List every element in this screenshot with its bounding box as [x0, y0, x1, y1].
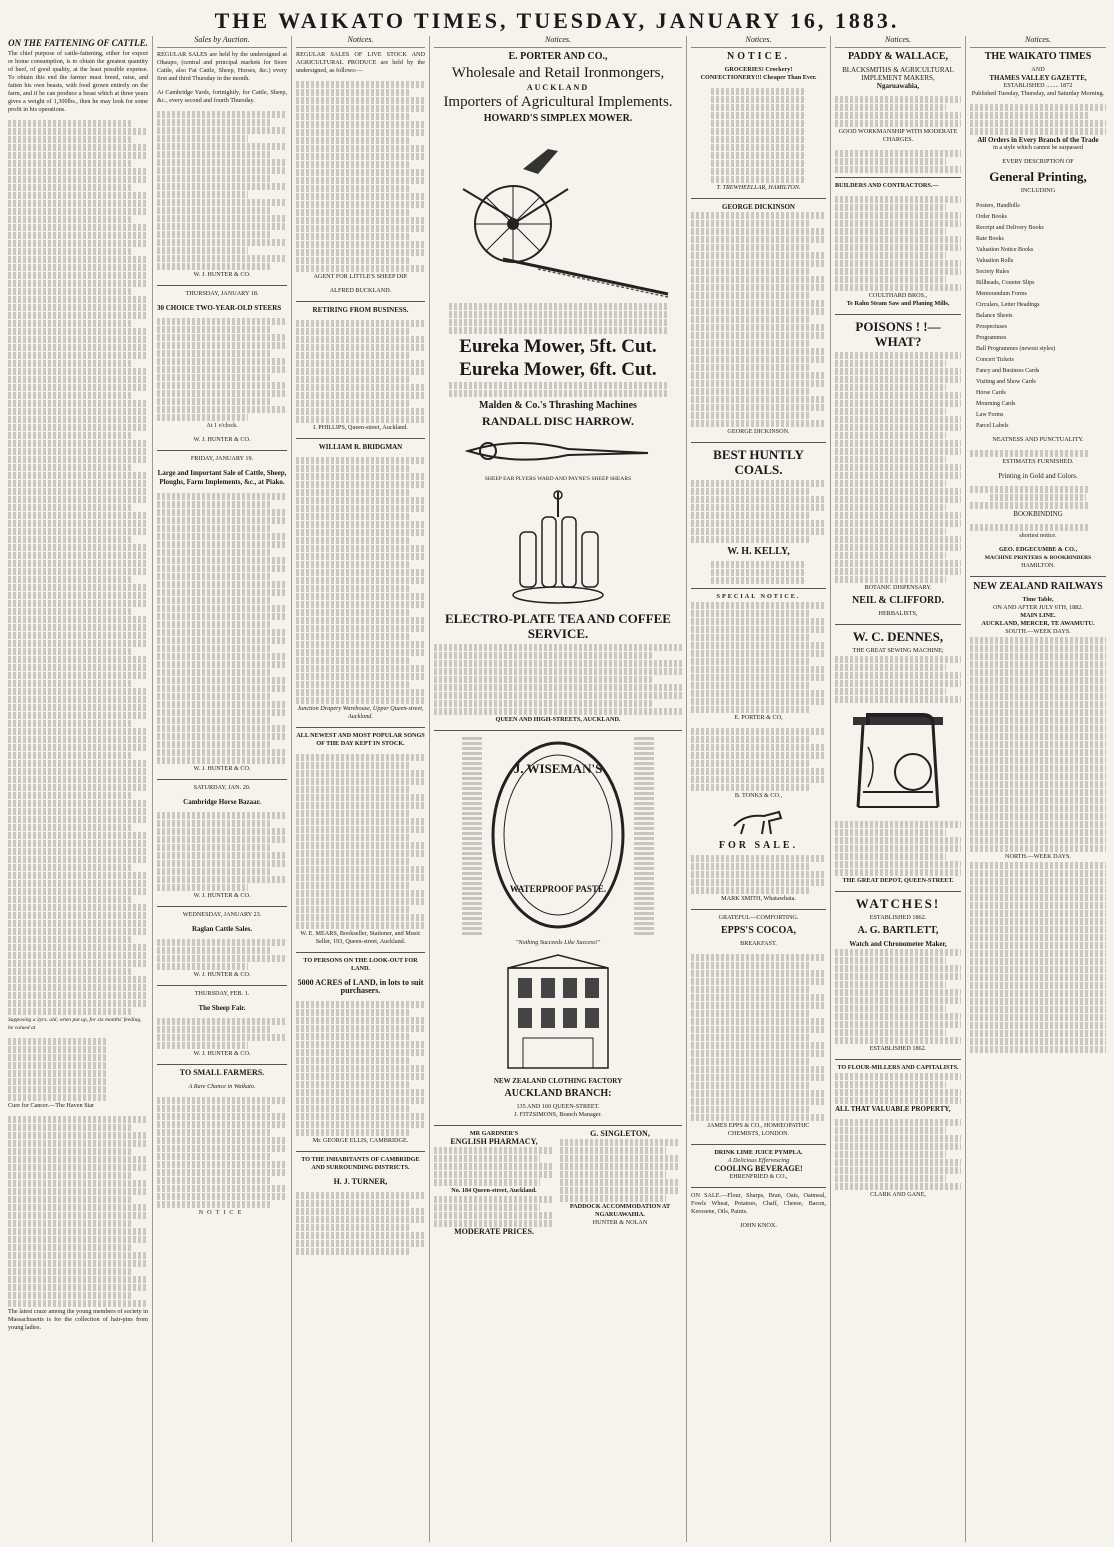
- printing-list-item: Posters, Handbills: [976, 203, 1020, 209]
- turner-details: [296, 1192, 425, 1255]
- sale-date-2: FRIDAY, JANUARY 19.: [190, 455, 254, 462]
- shears-heading: SHEEP EAR PLYERS WARD AND PAYNE'S SHEEP SHEARS: [484, 476, 632, 482]
- mark-smith: MARK SMITH, Whatawhata.: [721, 895, 796, 902]
- botanic: BOTANIC DISPENSARY.: [864, 584, 932, 591]
- nothing-succeeds: "Nothing Succeeds Like Success!": [515, 939, 601, 946]
- mears-sig: W. E. MEARS, Bookseller, Stationer, and Music Seller, 193, Queen-street, Auckland.: [300, 930, 421, 945]
- tea-service-illustration: [498, 487, 618, 607]
- great-depot: THE GREAT DEPOT, QUEEN-STREET.: [842, 877, 954, 884]
- printing-list-item: Valuation Rolls: [976, 258, 1014, 264]
- songs-details: [296, 754, 425, 929]
- auctioneer-name-5: W. J. HUNTER & CO.: [193, 971, 251, 978]
- moderate-prices: MODERATE PRICES.: [454, 1227, 534, 1236]
- builders-details: [835, 196, 961, 291]
- ellis-sig: Mr. GEORGE ELLIS, CAMBRIDGE.: [312, 1137, 409, 1144]
- and-label: AND: [1031, 66, 1045, 73]
- article-heading: ON THE FATTENING OF CATTLE.: [8, 38, 148, 48]
- column-heading: Notices.: [970, 36, 1106, 48]
- flour-details: [835, 1073, 961, 1104]
- proprietors-text: [970, 104, 1106, 135]
- cost-table: [8, 1038, 148, 1101]
- wiseman-name: J. WISEMAN'S: [513, 761, 603, 776]
- phillips-sig: I. PHILLIPS, Queen-street, Auckland.: [313, 424, 408, 431]
- printing-list-item: Visiting and Show Cards: [976, 379, 1036, 385]
- george-dickinson: GEORGE DICKINSON: [722, 203, 795, 211]
- large-sale-heading: Large and Important Sale of Cattle, Sheep, Ploughs, Farm Implements, &c., at Piako.: [157, 469, 287, 486]
- ehrenfried: EHRENFRIED & CO.,: [729, 1173, 788, 1180]
- notice-heading: NOTICE.: [727, 51, 790, 62]
- electro-plate: ELECTRO-PLATE TEA AND COFFEE SERVICE.: [445, 611, 671, 641]
- fair-details: [157, 1018, 287, 1049]
- auctioneer-name-2: W. J. HUNTER & CO.: [193, 436, 251, 443]
- for-sale-details: [691, 855, 826, 894]
- cancer-body: [8, 1116, 148, 1307]
- poisons: POISONS ! !—WHAT?: [855, 319, 941, 349]
- herbalists: HERBALISTS,: [878, 610, 918, 617]
- effervescing: A Delicious Effervescing: [727, 1157, 790, 1164]
- breakfast: BREAKFAST.: [740, 940, 777, 947]
- bottom-adverts: [434, 1130, 682, 1236]
- printing-list-item: Programmes: [976, 335, 1007, 341]
- singleton-name: G. SINGLETON,: [590, 1129, 650, 1138]
- printing-list-item: Balance Sheets: [976, 313, 1013, 319]
- builders-heading: BUILDERS AND CONTRACTORS.—: [835, 182, 939, 189]
- neatness: NEATNESS AND PUNCTUALITY.: [992, 436, 1084, 443]
- piako-details: [157, 493, 287, 764]
- neil-clifford: NEIL & CLIFFORD.: [852, 595, 944, 606]
- turner-name: H. J. TURNER,: [333, 1177, 388, 1186]
- dennes: W. C. DENNES,: [852, 629, 944, 644]
- auctioneer-name: W. J. HUNTER & CO.: [193, 271, 251, 278]
- bridgman-details: [296, 457, 425, 704]
- machine-details: [835, 821, 961, 876]
- for-sale: FOR SALE.: [718, 840, 799, 851]
- latest-craze: The latest craze among the young members of society in Massachusetts is for the collection of hair-pins from young ladies.: [8, 1308, 148, 1331]
- wiseman-advert: [434, 735, 682, 935]
- epps-cocoa: EPPS'S COCOA,: [720, 925, 796, 936]
- stock-list-1: [157, 318, 287, 421]
- sale-date-3: SATURDAY, JAN. 20.: [193, 784, 251, 791]
- persons-land: TO PERSONS ON THE LOOK-OUT FOR LAND.: [303, 957, 418, 972]
- mower-list: [434, 303, 682, 334]
- pharmacy-details-2: [434, 1196, 554, 1227]
- malden-heading: Malden & Co.'s Thrashing Machines: [479, 400, 637, 411]
- columns: [4, 36, 1110, 1542]
- bookbinding-desc: [970, 524, 1106, 531]
- column-heading: Notices.: [691, 36, 826, 48]
- auctioneer-name-4: W. J. HUNTER & CO.: [193, 892, 251, 899]
- trewheellar: T. TREWHEELLAR, HAMILTON.: [716, 184, 801, 191]
- printing-list-item: Ball Programmes (newest styles): [976, 346, 1056, 352]
- regular-sales: REGULAR SALES are held by the undersigned at Ohaupo, (central and principal markets for Store Cattle, also Fat Cattle, Sheep, Horses, &c.) every first and third Thursday in the month.: [157, 51, 287, 82]
- established-1862-b: ESTABLISHED 1862.: [869, 1045, 927, 1052]
- waterproof-paste: WATERPROOF PASTE.: [509, 884, 607, 894]
- porter-co: E. PORTER & CO,: [734, 714, 783, 721]
- sale-date-1: THURSDAY, JANUARY 18.: [185, 290, 259, 297]
- column-5: [686, 36, 830, 1542]
- sale-date-5: THURSDAY, FEB. 1.: [194, 990, 250, 997]
- printing-list: [970, 201, 1106, 432]
- printing-list-item: Parcel Labels: [976, 423, 1009, 429]
- work-executed: [970, 450, 1106, 457]
- printing-list-item: Circulars, Letter Headings: [976, 302, 1040, 308]
- fitzsimons: J. FITZSIMONS, Branch Manager.: [514, 1111, 602, 1118]
- confectionery: CONFECTIONERY!!! Cheaper Than Ever.: [700, 74, 817, 81]
- auctioneer-name-6: W. J. HUNTER & CO.: [193, 1050, 251, 1057]
- column-heading: Notices.: [296, 36, 425, 48]
- special-details: [691, 602, 826, 713]
- special-notice: SPECIAL NOTICE.: [716, 593, 801, 600]
- coulthard: COULTHARD BROS.,: [868, 292, 928, 299]
- at-oclock-1: At 1 o'clock.: [206, 422, 238, 429]
- wiseman-oval: [488, 735, 628, 935]
- factory-label: NEW ZEALAND CLOTHING FACTORY: [493, 1077, 623, 1085]
- article-body: [8, 120, 148, 1015]
- waikato-times: THE WAIKATO TIMES: [984, 51, 1092, 62]
- mower-heading: HOWARD'S SIMPLEX MOWER.: [483, 113, 633, 124]
- grateful: GRATEFUL—COMFORTING.: [718, 914, 799, 921]
- thames-gazette: THAMES VALLEY GAZETTE,: [989, 74, 1087, 82]
- all-valuable: ALL THAT VALUABLE PROPERTY,: [835, 1105, 951, 1113]
- bridgman-heading: WILLIAM R. BRIDGMAN: [318, 443, 403, 451]
- established-1872: ESTABLISHED ........ 1872: [1003, 82, 1073, 89]
- bazaar-details: [157, 812, 287, 891]
- main-line: MAIN LINE.: [1020, 612, 1056, 619]
- edgecumbe: GEO. EDGECUMBE & CO.,: [998, 546, 1078, 553]
- printing-list-item: Order Books: [976, 214, 1007, 220]
- bartlett: A. G. BARTLETT,: [857, 925, 939, 936]
- choice-steers: 30 CHOICE TWO-YEAR-OLD STEERS: [157, 304, 282, 312]
- eureka-5ft: Eureka Mower, 5ft. Cut.: [459, 336, 657, 357]
- south-week: SOUTH.—WEEK DAYS.: [1005, 628, 1071, 635]
- porter-heading: E. PORTER AND CO.,: [508, 51, 608, 62]
- time-table: Time Table,: [1022, 596, 1054, 603]
- nz-railways: NEW ZEALAND RAILWAYS: [973, 581, 1103, 592]
- retiring-heading: RETIRING FROM BUSINESS.: [312, 306, 409, 314]
- junction-drapery: Junction Drapery Warehouse, Upper Queen-street, Auckland.: [297, 705, 424, 720]
- pharmacy-details: [434, 1147, 554, 1186]
- groceries: GROCERIES! Crockery!: [724, 66, 793, 73]
- sale-date-4: WEDNESDAY, JANUARY 23.: [182, 911, 262, 918]
- cooling-beverage: COOLING BEVERAGE!: [714, 1164, 803, 1173]
- estimates: ESTIMATES FURNISHED.: [1002, 458, 1074, 465]
- column-heading: Notices.: [434, 36, 682, 48]
- printing-list-item: Prospectuses: [976, 324, 1007, 330]
- watch-details: [835, 949, 961, 1044]
- sheep-dip-agent: AGENT FOR LITTLE'S SHEEP DIP.: [313, 273, 408, 280]
- printing-list-item: Law Forms: [976, 412, 1004, 418]
- small-farmers: TO SMALL FARMERS.: [179, 1068, 265, 1077]
- sales-details: [157, 111, 287, 270]
- wiseman-side-text: [462, 735, 482, 935]
- printing-list-item: Valuation Notice Books: [976, 247, 1034, 253]
- property-details: [835, 1119, 961, 1190]
- column-6: [830, 36, 965, 1542]
- printing-list-item: Concert Tickets: [976, 357, 1014, 363]
- horse-bazaar: Cambridge Horse Bazaar.: [183, 798, 261, 806]
- article-intro: The chief purpose of cattle-fattening, either for export or home consumption, is to obtain the greatest quantity of beef, of good quality, at the least possible expense. To obtain this end the farmer must breed, raise, and fatten his own beasts, with food grown entirely on the farm, and if he can produce a beast which at three years gives a weight of 1,300lbs., then he may look for some profit in his operations.: [8, 50, 148, 113]
- eureka-6ft: Eureka Mower, 6ft. Cut.: [459, 359, 657, 380]
- no-184: No. 184 Queen-street, Auckland.: [451, 1187, 537, 1194]
- masthead-title: THE WAIKATO TIMES, TUESDAY, JANUARY 16, 1883.: [214, 8, 900, 33]
- watches: WATCHES!: [855, 896, 941, 911]
- shortest-notice: shortest notice.: [1019, 532, 1057, 539]
- auckland-label: AUCKLAND: [526, 83, 590, 92]
- branch-address: 135 AND 160 QUEEN-STREET.: [516, 1103, 600, 1110]
- on-and-after: ON AND AFTER JULY 6TH, 1882.: [992, 604, 1084, 611]
- alfred-buckland: ALFRED BUCKLAND.: [329, 287, 392, 294]
- singleton-details: [560, 1139, 680, 1202]
- printing-list-item: Mourning Cards: [976, 401, 1016, 407]
- post-orders: [970, 486, 1106, 509]
- table-heading: Supposing a 3yrs. old, when put up, for six months' feeding, he valued at: [8, 1017, 142, 1031]
- north-week: NORTH.—WEEK DAYS.: [1005, 853, 1071, 860]
- including: INCLUDING: [1020, 187, 1056, 194]
- watchmaker: Watch and Chronometer Maker,: [849, 940, 947, 948]
- paddock-heading: PADDOCK ACCOMMODATION AT NGARUAWAHIA.: [569, 1203, 671, 1218]
- rare-chance: A Rare Chance in Waikato.: [188, 1083, 256, 1090]
- tonks-sig: B. TONKS & CO.,: [734, 792, 783, 799]
- gardner-name: MR GARDNER'S: [469, 1130, 519, 1137]
- ngaruawahia: Ngaruawahia,: [876, 82, 920, 90]
- pharmacy-advert: [434, 1130, 554, 1236]
- column-heading: Notices.: [835, 36, 961, 48]
- sewing-machine: THE GREAT SEWING MACHINE;: [852, 647, 944, 654]
- all-orders: All Orders in Every Branch of the Trade: [977, 136, 1099, 144]
- queen-high-streets: QUEEN AND HIGH-STREETS, AUCKLAND.: [495, 716, 621, 723]
- auckland-branch: AUCKLAND BRANCH:: [504, 1088, 612, 1099]
- farmers-details: [157, 1097, 287, 1208]
- drink-lime: DRINK LIME JUICE PYMPLA.: [714, 1149, 803, 1156]
- north-timetable: [970, 862, 1106, 1053]
- clark-gane: CLARK AND GANE,: [870, 1191, 926, 1198]
- grocery-details: [691, 88, 826, 183]
- horse-illustration: [729, 806, 789, 836]
- printing-list-item: Billheads, Counter Slips: [976, 280, 1035, 286]
- paddy-wallace: PADDY & WALLACE,: [847, 51, 949, 62]
- column-3: [291, 36, 429, 1542]
- dickinson-details: [691, 212, 826, 427]
- bookbinding: BOOKBINDING: [1013, 510, 1063, 518]
- auckland-mercer: AUCKLAND, MERCER, TE AWAMUTU.: [981, 620, 1095, 627]
- column-1: [4, 36, 152, 1542]
- printing-list-item: Society Rules: [976, 269, 1010, 275]
- cambridge-yards: At Cambridge Yards, fortnightly, for Cattle, Sheep, &c., every second and fourth Thursday.: [157, 89, 287, 104]
- te-rahu: Te Rahu Steam Saw and Planing Mills,: [846, 300, 950, 307]
- factory-illustration: [503, 953, 613, 1073]
- general-printing: General Printing,: [989, 169, 1087, 184]
- raglan-sales: Raglan Cattle Sales.: [191, 925, 253, 933]
- songs-heading: ALL NEWEST AND MOST POPULAR SONGS OF THE DAY KEPT IN STOCK.: [296, 732, 425, 747]
- published: Published Tuesday, Thursday, and Saturday Morning.: [971, 90, 1105, 97]
- randall-harrow: RANDALL DISC HARROW.: [482, 414, 634, 428]
- sheep-fair: The Sheep Fair.: [198, 1004, 246, 1012]
- coal-details: [691, 480, 826, 543]
- land-details: [296, 1001, 425, 1136]
- printing-list-item: Rate Books: [976, 236, 1004, 242]
- john-knox: JOHN KNOX.: [740, 1222, 777, 1229]
- flour-millers: TO FLOUR-MILLERS AND CAPITALISTS.: [837, 1064, 959, 1071]
- on-sale: ON SALE.—Flour, Sharps, Bran, Oats, Oatmeal, Fowls Wheat, Potatoes, Chaff, Cheese, Bacon, Kerosene, Oils, Paints.: [691, 1192, 826, 1215]
- inhabitants-heading: TO THE INHABITANTS OF CAMBRIDGE AND SURROUNDING DISTRICTS.: [301, 1156, 420, 1171]
- raglan-details: [157, 939, 287, 970]
- printing-colors: Printing in Gold and Colors.: [998, 472, 1078, 480]
- dickinson-sig: GEORGE DICKINSON.: [727, 428, 790, 435]
- paddy-details: [835, 96, 961, 127]
- every-description: EVERY DESCRIPTION OF: [1002, 158, 1074, 165]
- best-huntly: BEST HUNTLY COALS.: [713, 447, 804, 477]
- regular-live-stock: REGULAR SALES OF LIVE STOCK AND AGRICULTURAL PRODUCE are held by the undersigned, as follows:—: [296, 51, 425, 74]
- hunter-nolan: HUNTER & NOLAN: [592, 1219, 648, 1226]
- mower-illustration: [443, 129, 673, 299]
- column-7: [965, 36, 1110, 1542]
- electro-details: [434, 644, 682, 715]
- epps-details: [691, 954, 826, 1121]
- sewing-machine-illustration: [843, 707, 953, 817]
- english-pharmacy: ENGLISH PHARMACY,: [450, 1137, 538, 1146]
- cancer-heading: Cure for Cancer.—The Haven Star: [8, 1102, 95, 1109]
- printing-list-item: Memorandum Forms: [976, 291, 1027, 297]
- style-text: in a style which cannot be surpassed: [992, 144, 1084, 151]
- column-2: [152, 36, 291, 1542]
- singleton-advert: [560, 1130, 680, 1236]
- south-timetable: [970, 637, 1106, 852]
- printing-list-item: Fancy and Business Cards: [976, 368, 1040, 374]
- rakes-list: [434, 382, 682, 397]
- good-workmanship: GOOD WORKMANSHIP WITH MODERATE CHARGES.: [838, 128, 958, 143]
- sewing-details: [835, 656, 961, 703]
- hamilton: HAMILTON.: [1021, 562, 1055, 569]
- kelly-details: [691, 561, 826, 584]
- kelly-name: W. H. KELLY,: [727, 546, 790, 557]
- auctioneer-name-3: W. J. HUNTER & CO.: [193, 765, 251, 772]
- wiseman-side-text-2: [634, 735, 654, 935]
- column-heading: Sales by Auction.: [157, 36, 287, 48]
- epps-address: JAMES EPPS & CO., HOMŒOPATHIC CHEMISTS, LONDON.: [707, 1122, 810, 1137]
- acres-heading: 5000 ACRES of LAND, in lots to suit purchasers.: [297, 978, 424, 995]
- printing-list-item: Receipt and Delivery Books: [976, 225, 1044, 231]
- retiring-details: [296, 320, 425, 423]
- machine-printers: MACHINE PRINTERS & BOOKBINDERS: [984, 555, 1092, 561]
- paddy-details-2: [835, 150, 961, 173]
- importers-heading: Importers of Agricultural Implements.: [443, 94, 673, 110]
- wholesale-heading: Wholesale and Retail Ironmongers,: [451, 65, 665, 81]
- established-1862: ESTABLISHED 1862.: [869, 914, 927, 921]
- shears-illustration: [458, 431, 658, 471]
- tonks-details: [691, 728, 826, 791]
- column-4: [429, 36, 686, 1542]
- poisons-details: [835, 352, 961, 583]
- printing-list-item: Horse Cards: [976, 390, 1006, 396]
- notice-heading: NOTICE: [198, 1209, 246, 1216]
- blacksmiths: BLACKSMITHS & AGRICULTURAL IMPLEMENT MAKERS,: [842, 66, 954, 82]
- live-stock-details: [296, 81, 425, 272]
